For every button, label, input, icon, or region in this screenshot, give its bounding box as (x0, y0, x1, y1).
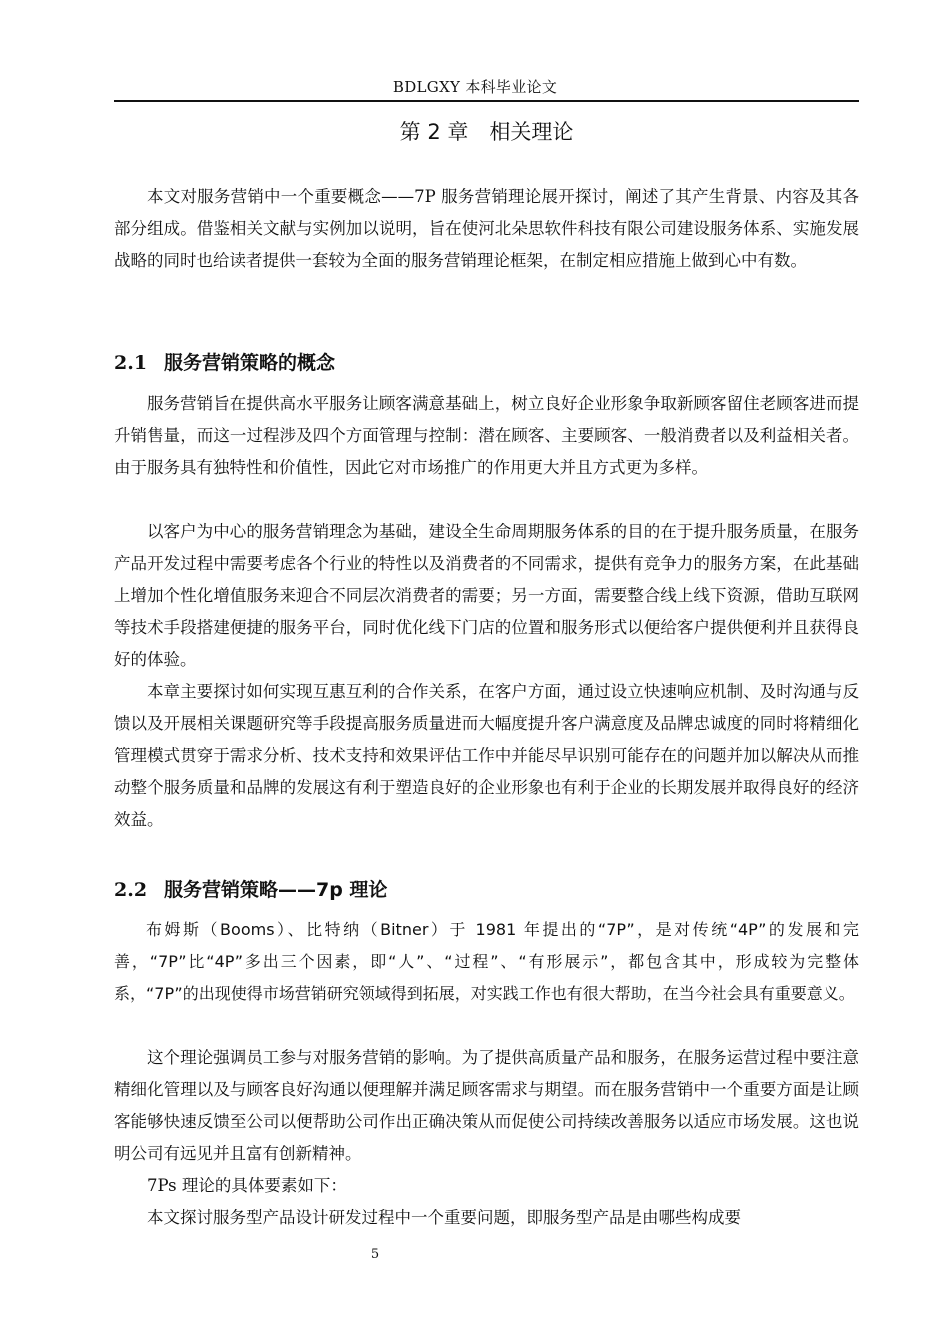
section-title: 服务营销策略的概念 (164, 352, 336, 374)
running-header: BDLGXY 本科毕业论文 (392, 78, 558, 96)
section-title: 服务营销策略——7p 理论 (164, 879, 388, 901)
section-2-1-paragraph-1: 服务营销旨在提供高水平服务让顾客满意基础上，树立良好企业形象争取新顾客留住老顾客进而提升销售量，而这一过程涉及四个方面管理与控制：潜在顾客、主要顾客、一般消费者以及利益相关者。由于服务具有独特性和价值性，因此它对市场推广的作用更大并且方式更为多样。 (114, 394, 859, 477)
section-2-2-paragraph-2: 这个理论强调员工参与对服务营销的影响。为了提供高质量产品和服务，在服务运营过程中要注意精细化管理以及与顾客良好沟通以便理解并满足顾客需求与期望。而在服务营销中一个重要方面是让顾客能够快速反馈至公司以便帮助公司作出正确决策从而促使公司持续改善服务以适应市场发展。这也说明公司有远见并且富有创新精神。 (114, 1048, 859, 1163)
section-heading-2-1 (114, 348, 335, 375)
section-2-1-paragraph-2: 以客户为中心的服务营销理念为基础，建设全生命周期服务体系的目的在于提升服务质量，在服务产品开发过程中需要考虑各个行业的特性以及消费者的不同需求，提供有竞争力的服务方案，在此基础上增加个性化增值服务来迎合不同层次消费者的需要；另一方面，需要整合线上线下资源，借助互联网等技术手段搭建便捷的服务平台，同时优化线下门店的位置和服务形式以便给客户提供便利并且获得良好的体验。 (114, 522, 859, 669)
section-number: 2.1 (114, 352, 148, 374)
section-number: 2.2 (114, 879, 148, 901)
chapter-intro-paragraph: 本文对服务营销中一个重要概念——7P 服务营销理论展开探讨，阐述了其产生背景、内容及其各部分组成。借鉴相关文献与实例加以说明，旨在使河北朵思软件科技有限公司建设服务体系、实施发展战略的同时也给读者提供一套较为全面的服务营销理论框架，在制定相应措施上做到心中有数。 (114, 187, 859, 270)
chapter-title: 第 2 章 相关理论 (399, 120, 574, 144)
section-2-1-paragraph-3: 本章主要探讨如何实现互惠互利的合作关系，在客户方面，通过设立快速响应机制、及时沟通与反馈以及开展相关课题研究等手段提高服务质量进而大幅度提升客户满意度及品牌忠诚度的同时将精细化管理模式贯穿于需求分析、技术支持和效果评估工作中并能尽早识别可能存在的问题并加以解决从而推动整个服务质量和品牌的发展这有利于塑造良好的企业形象也有利于企业的长期发展并取得良好的经济效益。 (114, 682, 859, 829)
section-heading-2-2 (114, 875, 387, 902)
section-2-2-paragraph-4: 本文探讨服务型产品设计研发过程中一个重要问题，即服务型产品是由哪些构成要 (147, 1208, 741, 1227)
section-2-2-paragraph-3: 7Ps 理论的具体要素如下： (147, 1176, 347, 1195)
page-number: 5 (370, 1247, 380, 1262)
section-2-2-paragraph-1: 布姆斯（Booms）、比特纳（Bitner）于 1981 年提出的“7P”，是对传统“4P”的发展和完善，“7P”比“4P”多出三个因素，即“人”、“过程”、“有形展示”，都包含其中，形成较为完整体系，“7P”的出现使得市场营销研究领域得到拓展，对实践工作也有很大帮助，在当今社会具有重要意义。 (114, 920, 859, 1003)
header-rule (114, 100, 859, 102)
